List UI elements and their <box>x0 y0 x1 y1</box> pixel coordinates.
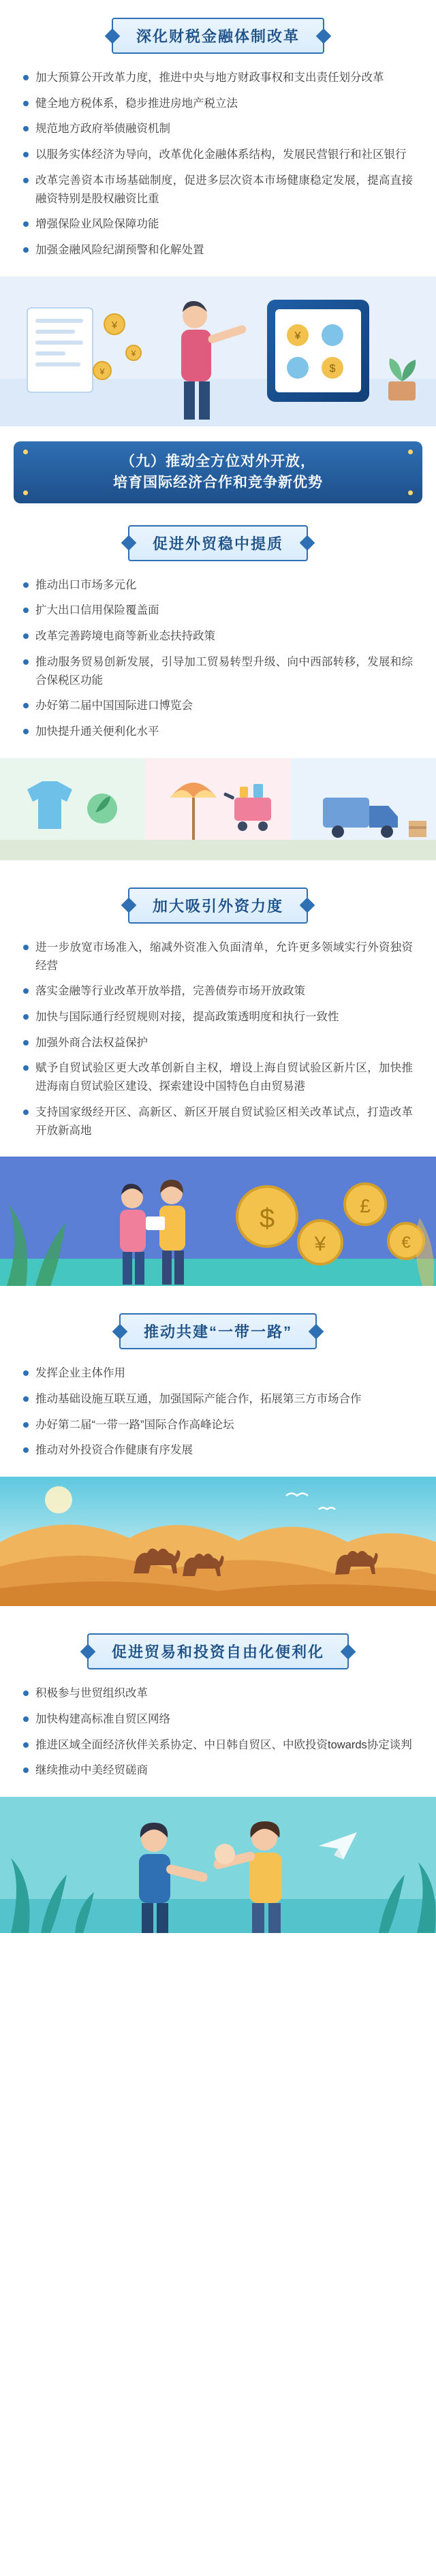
bullet-dot-icon <box>23 1040 29 1046</box>
list-item-text: 加快与国际通行经贸规则对接，提高政策透明度和执行一致性 <box>35 1010 339 1023</box>
svg-text:¥: ¥ <box>111 319 118 331</box>
list-item <box>23 601 413 620</box>
list-item-text: 支持国家级经开区、高新区、新区开展自贸试验区相关改革试点，打造改革开放新高地 <box>35 1105 413 1137</box>
bullet-dot-icon <box>23 703 29 708</box>
bullet-dot-icon <box>23 152 29 157</box>
svg-text:¥: ¥ <box>131 348 136 358</box>
bullet-dot-icon <box>23 126 29 131</box>
banner-line-2: 培育国际经济合作和竞争新优势 <box>113 475 323 491</box>
bullet-list-foreign-trade <box>0 569 436 758</box>
list-item <box>23 1441 413 1460</box>
list-item <box>23 1364 413 1383</box>
list-item <box>23 982 413 1001</box>
bullet-dot-icon <box>23 659 29 665</box>
illustration-fintech-scene <box>0 277 436 426</box>
list-item <box>23 576 413 595</box>
svg-text:¥: ¥ <box>99 366 105 377</box>
bullet-list-fiscal-reform <box>0 62 436 277</box>
bullet-dot-icon <box>23 1065 29 1071</box>
list-item <box>23 1103 413 1140</box>
bullet-dot-icon <box>23 221 29 227</box>
section-title-foreign-trade <box>0 507 436 569</box>
illustration-trade-scene <box>0 758 436 860</box>
list-item-text: 规范地方政府举债融资机制 <box>35 123 170 136</box>
list-item-text: 推动基础设施互联互通，加强国际产能合作，拓展第三方市场合作 <box>35 1392 362 1405</box>
list-item <box>23 1684 413 1703</box>
list-item-text: 加快构建高标准自贸区网络 <box>35 1712 170 1725</box>
section-title-text: 深化财税金融体制改革 <box>112 18 324 54</box>
list-item-text: 以服务实体经济为导向，改革优化金融体系结构，发展民营银行和社区银行 <box>35 148 407 161</box>
corner-dot-icon <box>408 450 413 454</box>
section-title-foreign-investment <box>0 870 436 932</box>
bullet-list-trade-facilitation <box>0 1678 436 1797</box>
list-item-text: 推动对外投资合作健康有序发展 <box>35 1444 193 1457</box>
list-item-text: 进一步放宽市场准入，缩减外资准入负面清单，允许更多领域实行外资独资经营 <box>35 941 413 972</box>
svg-text:$: $ <box>329 362 336 375</box>
list-item <box>23 215 413 234</box>
list-item-text: 扩大出口信用保险覆盖面 <box>35 604 159 617</box>
section-title-belt-and-road <box>0 1295 436 1357</box>
bullet-dot-icon <box>23 1742 29 1748</box>
bullet-list-foreign-investment <box>0 932 436 1157</box>
list-item-text: 发挥企业主体作用 <box>35 1367 125 1380</box>
section-banner-opening-up <box>14 441 422 503</box>
list-item-text: 继续推动中美经贸磋商 <box>35 1764 148 1777</box>
list-item <box>23 627 413 646</box>
bullet-dot-icon <box>23 101 29 106</box>
list-item-text: 推进区域全面经济伙伴关系协定、中日韩自贸区、中欧投资towards协定谈判 <box>35 1738 412 1751</box>
bullet-dot-icon <box>23 945 29 950</box>
list-item <box>23 120 413 138</box>
list-item <box>23 146 413 164</box>
bullet-dot-icon <box>23 582 29 588</box>
bullet-dot-icon <box>23 1396 29 1402</box>
list-item <box>23 1736 413 1755</box>
list-item-text: 办好第二届中国国际进口博览会 <box>35 700 193 712</box>
bullet-dot-icon <box>23 1716 29 1722</box>
list-item-text: 健全地方税体系，稳步推进房地产税立法 <box>35 97 238 110</box>
spacer <box>0 1286 436 1295</box>
illustration-handshake-scene <box>0 1797 436 1933</box>
list-item-text: 办好第二届“一带一路”国际合作高峰论坛 <box>35 1418 234 1431</box>
list-item <box>23 1390 413 1409</box>
banner-line-1: （九）推动全方位对外开放， <box>121 453 315 469</box>
list-item <box>23 1710 413 1729</box>
list-item <box>23 1034 413 1052</box>
list-item-text: 改革完善跨境电商等新业态扶持政策 <box>35 630 215 643</box>
bullet-dot-icon <box>23 1014 29 1020</box>
list-item <box>23 1416 413 1434</box>
svg-text:$: $ <box>259 1204 275 1234</box>
list-item-text: 加强金融风险纪湖预警和化解处置 <box>35 244 204 257</box>
list-item <box>23 1008 413 1026</box>
bullet-dot-icon <box>23 247 29 253</box>
svg-text:¥: ¥ <box>314 1233 326 1256</box>
list-item-text: 加大预算公开改革力度，推进中央与地方财政事权和支出责任划分改革 <box>35 72 384 84</box>
list-item-text: 改革完善资本市场基础制度，促进多层次资本市场健康稳定发展，提高直接融资特别是股权融资比重 <box>35 174 413 205</box>
svg-text:¥: ¥ <box>294 330 301 342</box>
list-item <box>23 69 413 87</box>
list-item-text: 加强外商合法权益保护 <box>35 1036 148 1049</box>
list-item <box>23 1761 413 1780</box>
bullet-dot-icon <box>23 1370 29 1376</box>
list-item <box>23 723 413 741</box>
list-item-text: 推动出口市场多元化 <box>35 578 137 591</box>
section-title-fiscal-reform <box>0 0 436 62</box>
illustration-silk-road-scene <box>0 1477 436 1606</box>
bullet-dot-icon <box>23 1422 29 1428</box>
bullet-list-belt-and-road <box>0 1357 436 1477</box>
bullet-dot-icon <box>23 608 29 613</box>
list-item-text: 加快提升通关便利化水平 <box>35 725 159 738</box>
spacer <box>0 1606 436 1616</box>
corner-dot-icon <box>23 450 28 454</box>
spacer <box>0 860 436 870</box>
corner-dot-icon <box>408 490 413 495</box>
list-item <box>23 939 413 975</box>
corner-dot-icon <box>23 490 28 495</box>
bullet-dot-icon <box>23 1768 29 1773</box>
list-item-text: 落实金融等行业改革开放举措，完善债券市场开放政策 <box>35 985 305 998</box>
list-item <box>23 241 413 260</box>
bullet-dot-icon <box>23 1691 29 1696</box>
list-item <box>23 172 413 208</box>
section-title-text: 推动共建“一带一路” <box>119 1313 317 1349</box>
bullet-dot-icon <box>23 1447 29 1453</box>
svg-text:€: € <box>401 1234 411 1253</box>
bullet-dot-icon <box>23 75 29 80</box>
section-title-text: 促进外贸稳中提质 <box>128 525 308 561</box>
illustration-investment-scene <box>0 1157 436 1286</box>
section-title-text: 加大吸引外资力度 <box>128 888 308 924</box>
bullet-dot-icon <box>23 729 29 734</box>
list-item-text: 推动服务贸易创新发展，引导加工贸易转型升级、向中西部转移，发展和综合保税区功能 <box>35 655 413 687</box>
bullet-dot-icon <box>23 1110 29 1115</box>
list-item <box>23 653 413 689</box>
list-item-text: 增强保险业风险保障功能 <box>35 218 159 231</box>
list-item <box>23 697 413 715</box>
bullet-dot-icon <box>23 988 29 994</box>
list-item-text: 积极参与世贸组织改革 <box>35 1687 148 1700</box>
bullet-dot-icon <box>23 178 29 183</box>
section-title-text: 促进贸易和投资自由化便利化 <box>87 1633 349 1669</box>
svg-text:£: £ <box>360 1195 371 1217</box>
list-item <box>23 95 413 113</box>
bullet-dot-icon <box>23 633 29 639</box>
section-title-trade-facilitation <box>0 1616 436 1678</box>
list-item-text: 赋予自贸试验区更大改革创新自主权，增设上海自贸试验区新片区，加快推进海南自贸试验区建设、探索建设中国特色自由贸易港 <box>35 1062 413 1093</box>
list-item <box>23 1059 413 1095</box>
